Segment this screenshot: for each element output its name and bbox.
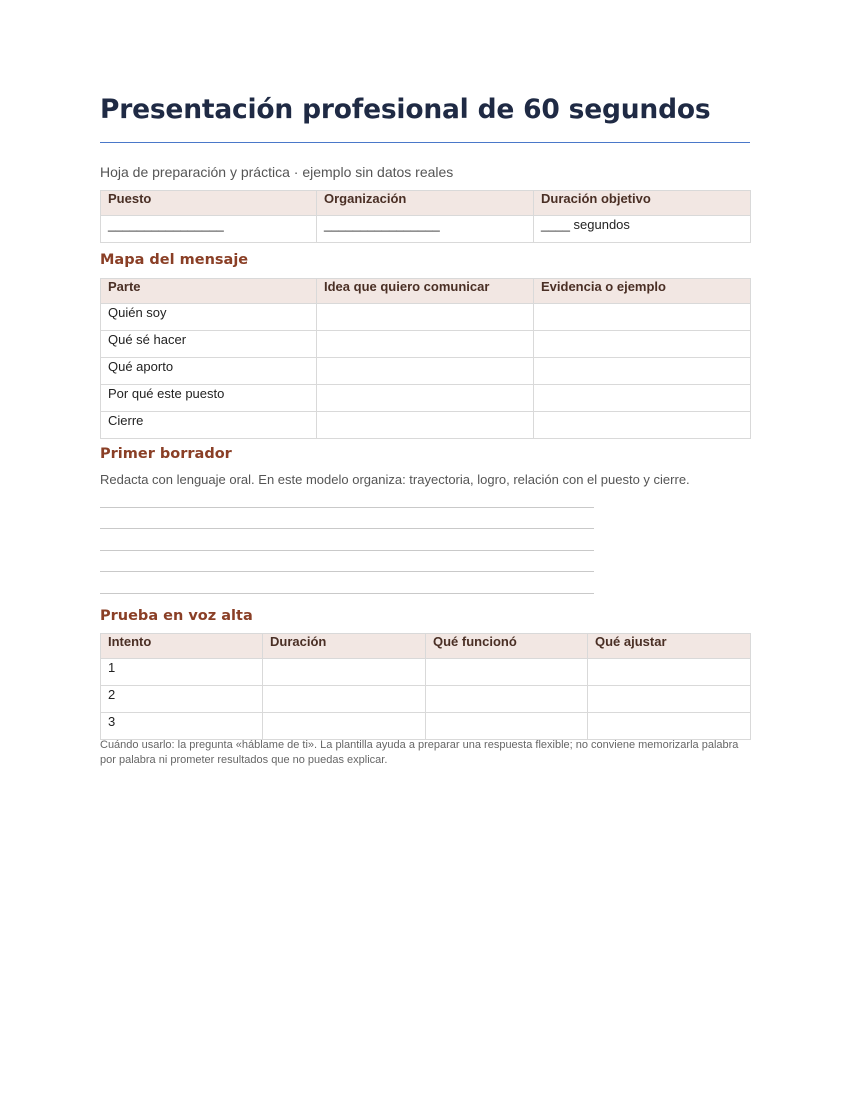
attempt-adjust-cell[interactable] <box>588 659 751 686</box>
info-table <box>100 190 751 243</box>
section-heading-prueba: Prueba en voz alta <box>100 608 253 624</box>
map-header-evidencia: Evidencia o ejemplo <box>534 279 751 304</box>
table-row <box>101 304 751 331</box>
map-evidence-cell[interactable] <box>534 385 751 412</box>
attempt-adjust-cell[interactable] <box>588 713 751 740</box>
attempt-worked-cell[interactable] <box>426 659 588 686</box>
map-idea-cell[interactable] <box>317 358 534 385</box>
attempt-duration-cell[interactable] <box>263 713 426 740</box>
attempt-duration-cell[interactable] <box>263 686 426 713</box>
draft-instruction: Redacta con lenguaje oral. En este modelo organiza: trayectoria, logro, relación con el puesto y cierre. <box>100 472 690 487</box>
draft-writing-line[interactable] <box>100 593 594 594</box>
draft-writing-line[interactable] <box>100 528 594 529</box>
map-part-label: Por qué este puesto <box>101 385 317 412</box>
map-evidence-cell[interactable] <box>534 331 751 358</box>
table-row <box>101 331 751 358</box>
attempt-duration-cell[interactable] <box>263 659 426 686</box>
draft-writing-line[interactable] <box>100 550 594 551</box>
title-divider <box>100 142 750 143</box>
table-row <box>101 412 751 439</box>
page-title: Presentación profesional de 60 segundos <box>100 94 711 125</box>
rehearsal-header-intento: Intento <box>101 634 263 659</box>
map-evidence-cell[interactable] <box>534 412 751 439</box>
info-header-puesto: Puesto <box>101 191 317 216</box>
table-row <box>101 686 751 713</box>
attempt-number: 3 <box>101 713 263 740</box>
puesto-field[interactable]: ________________ <box>101 216 317 243</box>
page-subtitle: Hoja de preparación y práctica · ejemplo sin datos reales <box>100 164 454 180</box>
table-row <box>101 659 751 686</box>
map-idea-cell[interactable] <box>317 331 534 358</box>
map-header-idea: Idea que quiero comunicar <box>317 279 534 304</box>
map-idea-cell[interactable] <box>317 385 534 412</box>
map-evidence-cell[interactable] <box>534 358 751 385</box>
table-row <box>101 713 751 740</box>
section-heading-borrador: Primer borrador <box>100 446 232 462</box>
map-part-label: Cierre <box>101 412 317 439</box>
message-map-table <box>100 278 751 439</box>
attempt-adjust-cell[interactable] <box>588 686 751 713</box>
info-header-organizacion: Organización <box>317 191 534 216</box>
map-part-label: Quién soy <box>101 304 317 331</box>
attempt-worked-cell[interactable] <box>426 713 588 740</box>
map-header-parte: Parte <box>101 279 317 304</box>
organizacion-field[interactable]: ________________ <box>317 216 534 243</box>
draft-writing-line[interactable] <box>100 571 594 572</box>
map-part-label: Qué aporto <box>101 358 317 385</box>
map-idea-cell[interactable] <box>317 412 534 439</box>
info-table-row <box>101 216 751 243</box>
attempt-number: 2 <box>101 686 263 713</box>
attempt-number: 1 <box>101 659 263 686</box>
attempt-worked-cell[interactable] <box>426 686 588 713</box>
rehearsal-header-duracion: Duración <box>263 634 426 659</box>
rehearsal-header-ajustar: Qué ajustar <box>588 634 751 659</box>
message-map-header-row <box>101 279 751 304</box>
draft-writing-line[interactable] <box>100 507 594 508</box>
map-evidence-cell[interactable] <box>534 304 751 331</box>
table-row <box>101 385 751 412</box>
map-part-label: Qué sé hacer <box>101 331 317 358</box>
rehearsal-header-row <box>101 634 751 659</box>
rehearsal-table <box>100 633 751 740</box>
table-row <box>101 358 751 385</box>
info-header-duracion: Duración objetivo <box>534 191 751 216</box>
usage-footnote: Cuándo usarlo: la pregunta «háblame de ti». La plantilla ayuda a preparar una respuesta flexible; no conviene memorizarla palabra por palabra ni prometer resultados que no puedas explicar. <box>100 739 739 766</box>
rehearsal-header-funciono: Qué funcionó <box>426 634 588 659</box>
section-heading-mapa: Mapa del mensaje <box>100 252 249 268</box>
map-idea-cell[interactable] <box>317 304 534 331</box>
duracion-field[interactable]: ____ segundos <box>534 216 751 243</box>
info-table-header-row <box>101 191 751 216</box>
